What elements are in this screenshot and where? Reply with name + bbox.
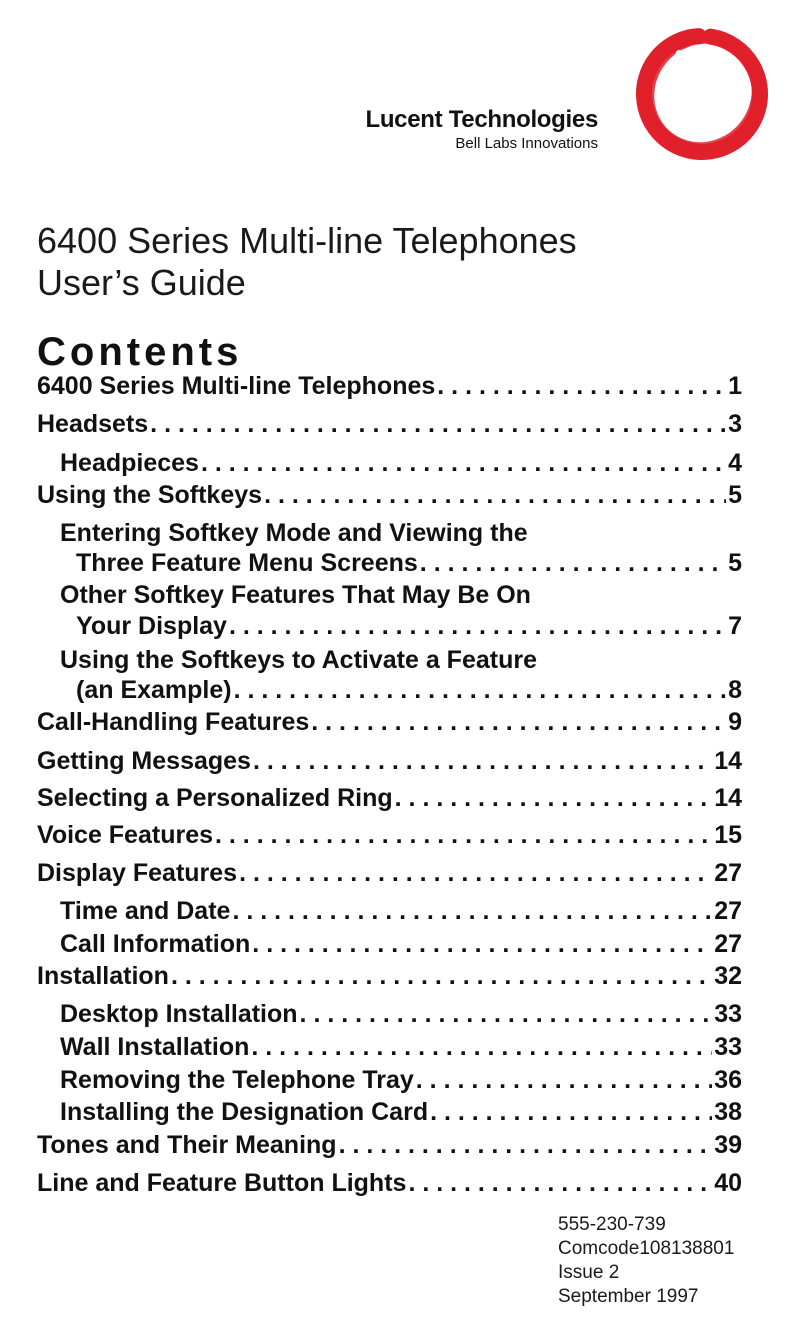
toc-entry-label: Call Information [60,930,251,958]
toc-entry-label: Three Feature Menu Screens [76,549,418,577]
toc-entry[interactable] [37,858,742,888]
toc-entry-page: 33 [714,1000,742,1028]
document-info [558,1213,734,1309]
toc-entry-page: 5 [728,549,742,577]
toc-entry-page: 14 [714,747,742,775]
toc-entry-page: 4 [728,449,742,477]
toc-entry-label: Desktop Installation [60,1000,298,1028]
toc-entry-label: Installation [37,962,169,990]
toc-entry-page: 27 [714,930,742,958]
toc-leader-dots [408,1168,712,1198]
toc-entry[interactable] [60,1065,742,1095]
toc-leader-dots [150,409,726,439]
toc-leader-dots [416,1065,712,1095]
toc-entry[interactable] [37,1168,742,1198]
toc-entry-page: 7 [728,612,742,640]
toc-leader-dots [420,548,726,578]
brand-tagline: Bell Labs Innovations [455,135,598,152]
toc-entry-page: 33 [714,1033,742,1061]
toc-entry-page: 15 [714,821,742,849]
document-title-line2: User’s Guide [37,262,246,303]
toc-entry-page: 40 [714,1169,742,1197]
toc-entry[interactable] [60,1097,742,1127]
toc-entry-page: 14 [714,784,742,812]
toc-entry[interactable] [60,929,742,959]
issue-number: Issue 2 [558,1262,620,1283]
toc-entry-page: 36 [714,1066,742,1094]
toc-entry[interactable] [37,820,742,850]
toc-entry-label: Using the Softkeys [37,481,263,509]
toc-leader-dots [251,1032,712,1062]
toc-entry[interactable] [60,896,742,926]
brand-name: Lucent Technologies [365,106,598,133]
toc-entry-label: Tones and Their Meaning [37,1131,337,1159]
toc-entry[interactable] [76,675,742,705]
toc-entry-label: Voice Features [37,821,214,849]
toc-entry-label: Your Display [76,612,227,640]
toc-entry-page: 32 [714,962,742,990]
toc-entry[interactable] [37,961,742,991]
toc-leader-dots [232,896,712,926]
toc-entry[interactable] [76,548,742,578]
toc-entry[interactable] [37,1130,742,1160]
toc-entry-page: 8 [728,676,742,704]
toc-entry-heading[interactable]: Entering Softkey Mode and Viewing the [60,519,528,547]
toc-entry-label: (an Example) [76,676,232,704]
toc-entry-page: 27 [714,859,742,887]
toc-entry[interactable] [37,371,742,401]
toc-entry[interactable] [37,409,742,439]
toc-leader-dots [229,611,726,641]
toc-entry[interactable] [37,783,742,813]
contents-heading: Contents [37,330,243,374]
toc-entry-page: 3 [728,410,742,438]
toc-entry[interactable] [60,448,742,478]
toc-entry-label: Call-Handling Features [37,708,310,736]
toc-leader-dots [395,783,713,813]
toc-entry[interactable] [60,1032,742,1062]
toc-entry-page: 9 [728,708,742,736]
toc-entry-label: Headsets [37,410,149,438]
toc-entry[interactable] [37,746,742,776]
toc-leader-dots [215,820,712,850]
toc-leader-dots [300,999,713,1029]
publication-date: September 1997 [558,1286,699,1307]
document-title-line1: 6400 Series Multi-line Telephones [37,220,577,261]
toc-leader-dots [339,1130,713,1160]
toc-entry-page: 38 [714,1098,742,1126]
toc-leader-dots [430,1097,712,1127]
toc-entry-label: Display Features [37,859,238,887]
toc-entry-heading[interactable]: Using the Softkeys to Activate a Feature [60,646,537,674]
toc-entry-label: Selecting a Personalized Ring [37,784,393,812]
toc-entry-heading[interactable]: Other Softkey Features That May Be On [60,581,531,609]
toc-entry-label: Installing the Designation Card [60,1098,429,1126]
toc-entry-label: Line and Feature Button Lights [37,1169,407,1197]
toc-leader-dots [252,929,712,959]
toc-entry-page: 1 [728,372,742,400]
toc-entry-label: Removing the Telephone Tray [60,1066,414,1094]
toc-entry[interactable] [37,480,742,510]
toc-entry-label: 6400 Series Multi-line Telephones [37,372,436,400]
toc-leader-dots [171,961,712,991]
toc-entry-page: 39 [714,1131,742,1159]
toc-leader-dots [201,448,726,478]
toc-entry-page: 27 [714,897,742,925]
toc-leader-dots [311,707,726,737]
toc-leader-dots [264,480,726,510]
toc-entry-label: Time and Date [60,897,231,925]
toc-entry[interactable] [37,707,742,737]
comcode: Comcode108138801 [558,1238,735,1259]
toc-entry[interactable] [76,611,742,641]
toc-entry-label: Headpieces [60,449,199,477]
toc-entry-page: 5 [728,481,742,509]
toc-entry[interactable] [60,999,742,1029]
toc-entry-label: Getting Messages [37,747,251,775]
document-number: 555-230-739 [558,1214,666,1235]
toc-leader-dots [234,675,726,705]
toc-leader-dots [437,371,726,401]
toc-leader-dots [253,746,712,776]
toc-leader-dots [239,858,712,888]
toc-entry-label: Wall Installation [60,1033,250,1061]
